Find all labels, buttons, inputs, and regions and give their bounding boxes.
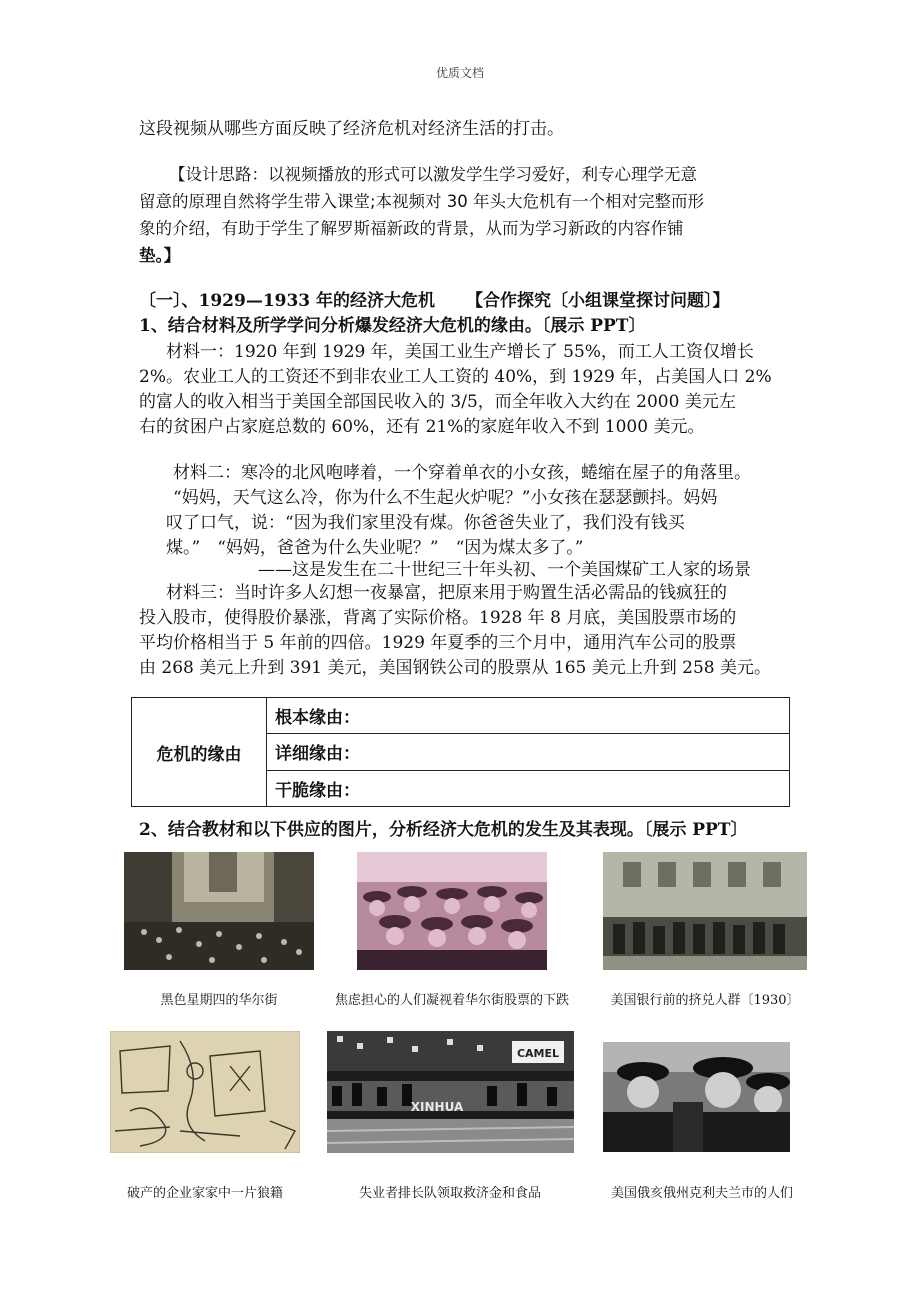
material-1-line-1: 材料一：1920 年到 1929 年，美国工业生产增长了 55%，而工人工资仅增长 (166, 342, 754, 362)
design-line-3: 象的介绍，有助于学生了解罗斯福新政的背景，从而为学习新政的内容作铺 (139, 219, 684, 238)
section-title: 〔一〕、1929—1933 年的经济大危机 (139, 291, 436, 311)
direct-cause-cell[interactable]: 干脆缘由： (267, 770, 790, 806)
root-cause-cell[interactable]: 根本缘由： (267, 698, 790, 734)
material-1-line-2: 2%。农业工人的工资还不到非农业工人工资的 40%，到 1929 年，占美国人口 2% (139, 367, 772, 387)
photo-anxious-crowd (357, 852, 547, 970)
material-3-line-4: 由 268 美元上升到 391 美元，美国钢铁公司的股票从 165 美元上升到 258 美元。 (139, 658, 772, 678)
photo-cleveland-people (603, 1042, 790, 1152)
design-line-4: 垫。】 (139, 246, 181, 265)
material-2-line-3: 叹了口气，说：“因为我们家里没有煤。你爸爸失业了，我们没有钱买 (166, 513, 685, 533)
material-3-line-3: 平均价格相当于 5 年前的四倍。1929 年夏季的三个月中，通用汽车公司的股票 (139, 633, 737, 653)
material-2-line-2: “妈妈，天气这么冷，你为什么不生起火炉呢？”小女孩在瑟瑟颤抖。妈妈 (173, 488, 718, 508)
caption-4: 破产的企业家家中一片狼籍 (126, 1186, 283, 1201)
page-header: 优质文档 (435, 66, 484, 80)
photo-bank-run (603, 852, 807, 970)
material-1-line-4: 右的贫困户占家庭总数的 60%，还有 21%的家庭年收入不到 1000 美元。 (139, 417, 705, 437)
detail-cause-cell[interactable]: 详细缘由： (267, 734, 790, 770)
caption-1: 黑色星期四的华尔街 (160, 993, 278, 1008)
photo-unemployed-queue (327, 1031, 574, 1153)
question-1: 1、结合材料及所学学问分析爆发经济大危机的缘由。〔展示 PPT〕 (139, 316, 646, 336)
section-activity: 【合作探究〔小组课堂探讨问题〕】 (466, 291, 730, 311)
material-3-line-1: 材料三：当时许多人幻想一夜暴富，把原来用于购置生活必需品的钱疯狂的 (166, 583, 727, 603)
watermark-xinhua: XINHUA (410, 1100, 464, 1114)
caption-2: 焦虑担心的人们凝视着华尔街股票的下跌 (334, 993, 569, 1008)
caption-5: 失业者排长队领取救济金和食品 (358, 1186, 541, 1201)
intro-question: 这段视频从哪些方面反映了经济危机对经济生活的打击。 (139, 119, 564, 139)
caption-3: 美国银行前的挤兑人群〔1930〕 (610, 993, 800, 1008)
causes-table (131, 697, 790, 807)
causes-label: 危机的缘由 (132, 698, 267, 807)
caption-6: 美国俄亥俄州克利夫兰市的人们 (610, 1186, 793, 1201)
material-3-line-2: 投入股市，使得股价暴涨，背离了实际价格。1928 年 8 月底，美国股票市场的 (139, 608, 737, 628)
material-2-line-1: 材料二：寒冷的北风咆哮着，一个穿着单衣的小女孩，蜷缩在屋子的角落里。 (173, 463, 751, 483)
sign-camel: CAMEL (516, 1047, 560, 1060)
question-2: 2、结合教材和以下供应的图片，分析经济大危机的发生及其表现。〔展示 PPT〕 (139, 820, 748, 840)
material-1-line-3: 的富人的收入相当于美国全部国民收入的 3/5，而全年收入大约在 2000 美元左 (139, 392, 736, 412)
photo-wall-street (124, 852, 314, 970)
design-line-2: 留意的原理自然将学生带入课堂;本视频对 30 年头大危机有一个相对完整而形 (139, 192, 705, 211)
material-2-source: ——这是发生在二十世纪三十年头初、一个美国煤矿工人家的场景 (258, 560, 751, 580)
material-2-line-4: 煤。” “妈妈，爸爸为什么失业呢？” “因为煤太多了。” (166, 538, 584, 558)
design-line-1: 【设计思路：以视频播放的形式可以激发学生学习爱好，利专心理学无意 (169, 165, 697, 184)
photo-bankrupt-home (110, 1031, 300, 1153)
